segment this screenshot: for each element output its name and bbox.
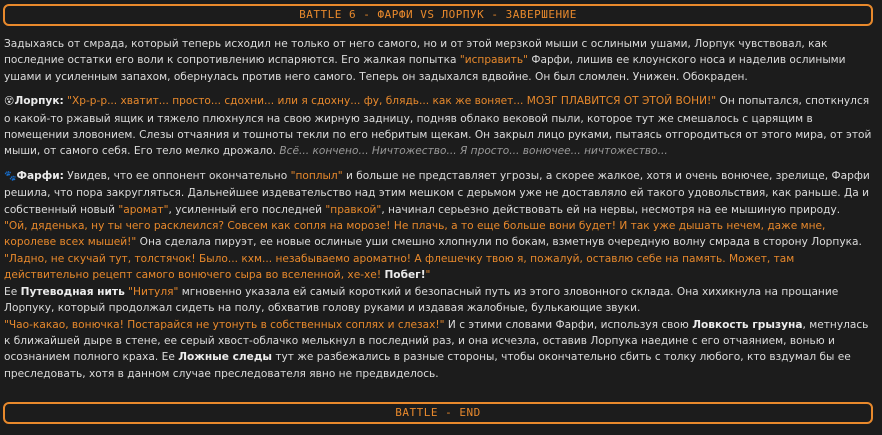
inner-thought: Всё... кончено... Ничтожество... Я просто... вонючее... ничтожество...: [279, 145, 668, 158]
quote: "правкой": [325, 203, 382, 216]
text: тут же разбежались в разные стороны, чтобы окончательно сбить с толку любого, кто вздумал бы ее преследовать, хотя в данном случае преследователя явно не предвиделось.: [4, 351, 851, 380]
quote: "Нитуля": [128, 285, 179, 298]
text: , начинал серьезно действовать ей на нервы, несмотря на ее мышиную природу.: [381, 203, 841, 216]
dialogue-quote: "Ладно, не скучай тут, толстячок! Было... кхм... незабываемо ароматно! А флешечку твою я, пожалуй, оставлю себе на память. Может, там действительно рецепт самого вонючего сыра во вселенной, хе-хе!: [4, 252, 795, 282]
text: мгновенно указала ей самый короткий и безопасный путь из этого зловонного склада. Она хихикнула на прощание Лорпуку, который продолжал сидеть на полу, обхватив голову руками и издавая жалобные, булькающие звуки.: [4, 285, 839, 315]
battle-end-banner: [3, 402, 873, 424]
narration-paragraph: [4, 36, 872, 85]
text: Она сделала пируэт, ее новые ослиные уши смешно хлопнули по бокам, взметнув очередную волну смрада в сторону Лорпука.: [136, 236, 862, 249]
text: Ее: [4, 285, 21, 298]
text: Он попытался, споткнулся о какой-то ржавый ящик и тяжело плюхнулся на свою жирную задницу, подняв облако вековой пыли, которое тут же смешалось с царящим в помещении зловонием. Слезы отчаяния и тошноты текли по его небритым щекам. Он закрыл лицо руками, пытаясь отгородиться от этого мира, от этой мыши, от самого себя. Его тело мелко дрожало.: [4, 95, 872, 158]
quote: "аромат": [118, 203, 169, 216]
text: , метнулась к ближайшей дыре в стене, ее серый хвост-облачко мелькнул в последний раз, и она исчезла, оставив Лорпука наедине с его отчаянием, вонью и осознанием полного краха. Ее: [4, 318, 869, 364]
ability-name: Ловкость грызуна: [692, 318, 803, 331]
speaker-name: Лорпук:: [14, 95, 64, 108]
text: , усиленный его последней: [168, 203, 326, 216]
text: и больше не представляет угрозы, а скорее жалкое, хотя и очень вонючее, зрелище, Фарфи решила, что пора закругляться. Дальнейшее издевательство над этим мешком с дерьмом уже не доставляло ей такого удовольствия, как раньше. Да и собственный новый: [4, 169, 870, 216]
text: Фарфи, лишив ее клоунского носа и наделив ослиными ушами и усиленным запахом, обернулась против него самого. Теперь он задыхался вдвойне. Он был сломлен. Унижен. Обокраден.: [4, 54, 846, 83]
lorpuk-paragraph: [4, 93, 872, 160]
quote-close: ": [425, 269, 431, 282]
ability-name: Ложные следы: [178, 351, 272, 364]
dialogue-quote: "Чао-какао, вонючка! Постарайся не утонуть в собственных соплях и слезах!": [4, 318, 445, 331]
dialogue-quote: "Ой, дяденька, ну ты чего расклеился? Совсем как сопля на морозе! Не плачь, а то еще больше вони будет! И так уже дышать нечем, даже мне, королеве всех мышей!": [4, 220, 826, 249]
dizzy-face-icon: 😵: [4, 96, 15, 108]
farfi-paragraph: [4, 168, 872, 382]
speaker-name: Фарфи:: [16, 169, 64, 182]
battle-start-banner: [3, 4, 873, 26]
text: И с этими словами Фарфи, используя свою: [444, 318, 693, 331]
battle-end-title: BATTLE - END: [395, 405, 481, 419]
battle-title: BATTLE 6 - ФАРФИ VS ЛОРПУК - ЗАВЕРШЕНИЕ: [299, 7, 577, 21]
dialogue-quote: "Хр-р-р... хватит... просто... сдохни... или я сдохну... фу, блядь... как же воняет... МОЗГ ПЛАВИТСЯ ОТ ЭТОЙ ВОНИ!": [63, 95, 717, 108]
paw-prints-icon: 🐾: [4, 170, 17, 182]
text: Задыхаясь от смрада, который теперь исходил не только от него самого, но и от этой мерзкой мыши с ослиными ушами, Лорпук чувствовал, как последние остатки его воли к сопротивлению испаряются. Его жалкая попытка: [4, 38, 828, 67]
ability-name: Путеводная нить: [20, 285, 125, 298]
story-content: [4, 36, 872, 382]
text: Увидев, что ее оппонент окончательно: [63, 169, 291, 182]
escape-word: Побег!: [384, 269, 426, 282]
quote: "исправить": [459, 54, 528, 67]
quote: "поплыл": [290, 169, 343, 182]
